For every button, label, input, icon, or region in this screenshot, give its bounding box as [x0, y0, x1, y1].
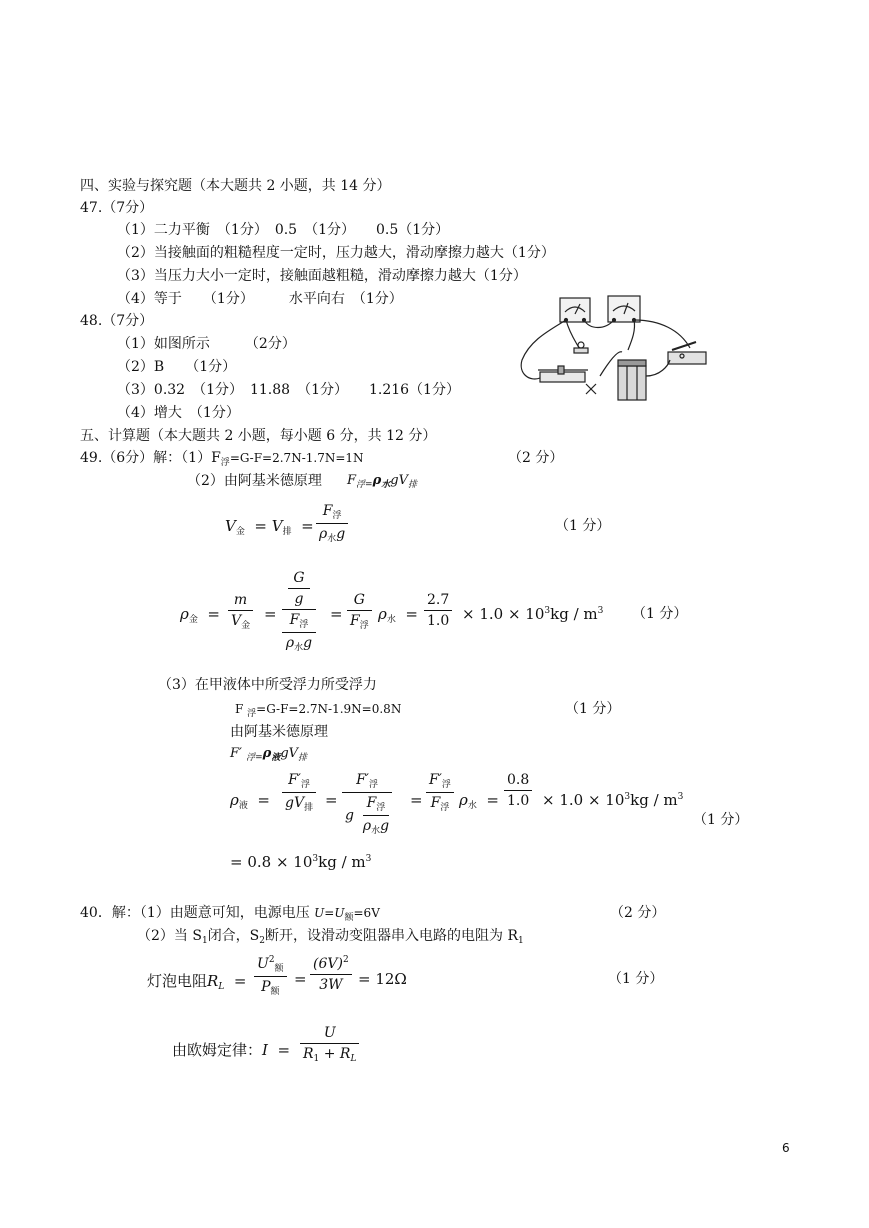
eq2-frac-compound: G g $F_浮$ $\rho_水g$ [282, 570, 316, 653]
q48-answer-1: （1）如图所示 （2分） [117, 336, 296, 352]
q49-archimedes-label: 由阿基米德原理 [230, 724, 328, 740]
q47-answer-1: （1）二力平衡 （1分） 0.5 （1分） 0.5（1分） [117, 222, 450, 238]
section-4-title: 四、实验与探究题（本大题共 2 小题，共 14 分） [80, 178, 391, 194]
bulb-resistance-result: = 12Ω [358, 970, 407, 988]
bulb-frac-2: $(6V)^2$ 3W [310, 955, 352, 993]
eq2-frac-m: m $V_金$ [228, 592, 253, 631]
eq1-fraction: $F_浮$ $\rho_水g$ [316, 503, 348, 544]
ohm-law-lhs: 由欧姆定律：I = [172, 1041, 291, 1059]
q47-heading: 47.（7分） [80, 200, 154, 216]
eq2-score: （1 分） [632, 606, 688, 622]
q48-answer-3: （3）0.32 （1分） 11.88 （1分） 1.216（1分） [117, 382, 460, 398]
ohm-law-fraction: U $R_1 + R_L$ [300, 1025, 359, 1064]
eq3-frac-number: 0.8 1.0 [504, 772, 532, 809]
eq3-frac-2: $F'_浮$ g $F_浮$ $\rho_水g$ [342, 772, 392, 836]
q49-heading: 49.（6分）解：$(1)F_浮=G-F=2.7N-1.7N=1N$ [80, 450, 364, 468]
eq2-lhs: $\rho_金$ = [180, 605, 220, 625]
eq3-frac-1: $F'_浮$ $gV_排$ [282, 772, 316, 813]
eq3-frac-3: $F'_浮$ $F_浮$ [426, 772, 454, 813]
eq3-result: × $1.0 \times 10^3kg / m^3$ [542, 791, 684, 809]
eq3-score: （1 分） [693, 812, 749, 828]
page-number: 6 [782, 1141, 790, 1155]
eq1-lhs: $V_金 = V_排$ = [225, 517, 314, 537]
q40-part-2: （2）当 $S_1$闭合，$S_2$断开，设滑动变阻器串入电路的电阻为 $R_1$ [137, 928, 524, 946]
eq2-frac-g: G $F_浮$ [347, 592, 372, 631]
eq4-result: = $0.8 \times 10^3kg / m^3$ [230, 853, 372, 871]
q49-part-3-score: （1 分） [565, 701, 621, 717]
q48-answer-4: （4）增大 （1分） [117, 405, 240, 421]
q40-heading: 40．解：（1）由题意可知，电源电压 $U=U_额=6V$ [80, 905, 380, 923]
q48-heading: 48.（7分） [80, 313, 154, 329]
eq2-result: × $1.0 \times 10^3kg / m^3$ [462, 605, 604, 623]
q49-archimedes-formula-2: F′ $_{浮=}\rho_液gV_排$ [230, 746, 308, 763]
eq3-lhs: $\rho_液$ = [230, 791, 270, 811]
q40-score-1: （2 分） [610, 905, 666, 921]
q47-answer-4: （4）等于 （1分） 水平向右 （1分） [117, 291, 403, 307]
bulb-frac-1: $U^2_额$ $P_额$ [254, 955, 287, 997]
q49-part-2: （2）由阿基米德原理 [187, 473, 322, 489]
eq2-frac-number: 2.7 1.0 [424, 592, 452, 629]
bulb-score: （1 分） [608, 971, 664, 987]
q49-archimedes-formula: $F_{浮=}\rho_水gV_排$ [347, 473, 417, 490]
circuit-diagram-image [510, 290, 710, 405]
q49-score-1: （2 分） [508, 450, 564, 466]
q49-part-3-buoyancy: F $_浮$=G-F=2.7N-1.9N=0.8N [235, 702, 402, 719]
eq1-score: （1 分） [555, 518, 611, 534]
q49-part-3: （3）在甲液体中所受浮力所受浮力 [158, 677, 377, 693]
q47-answer-2: （2）当接触面的粗糙程度一定时，压力越大，滑动摩擦力越大（1分） [117, 245, 555, 261]
q48-answer-2: （2）B （1分） [117, 359, 237, 375]
q47-answer-3: （3）当压力大小一定时，接触面越粗糙，滑动摩擦力越大（1分） [117, 268, 527, 284]
section-5-title: 五、计算题（本大题共 2 小题，每小题 6 分，共 12 分） [80, 428, 437, 444]
bulb-resistance-lhs: 灯泡电阻$R_L$ = [147, 972, 247, 992]
